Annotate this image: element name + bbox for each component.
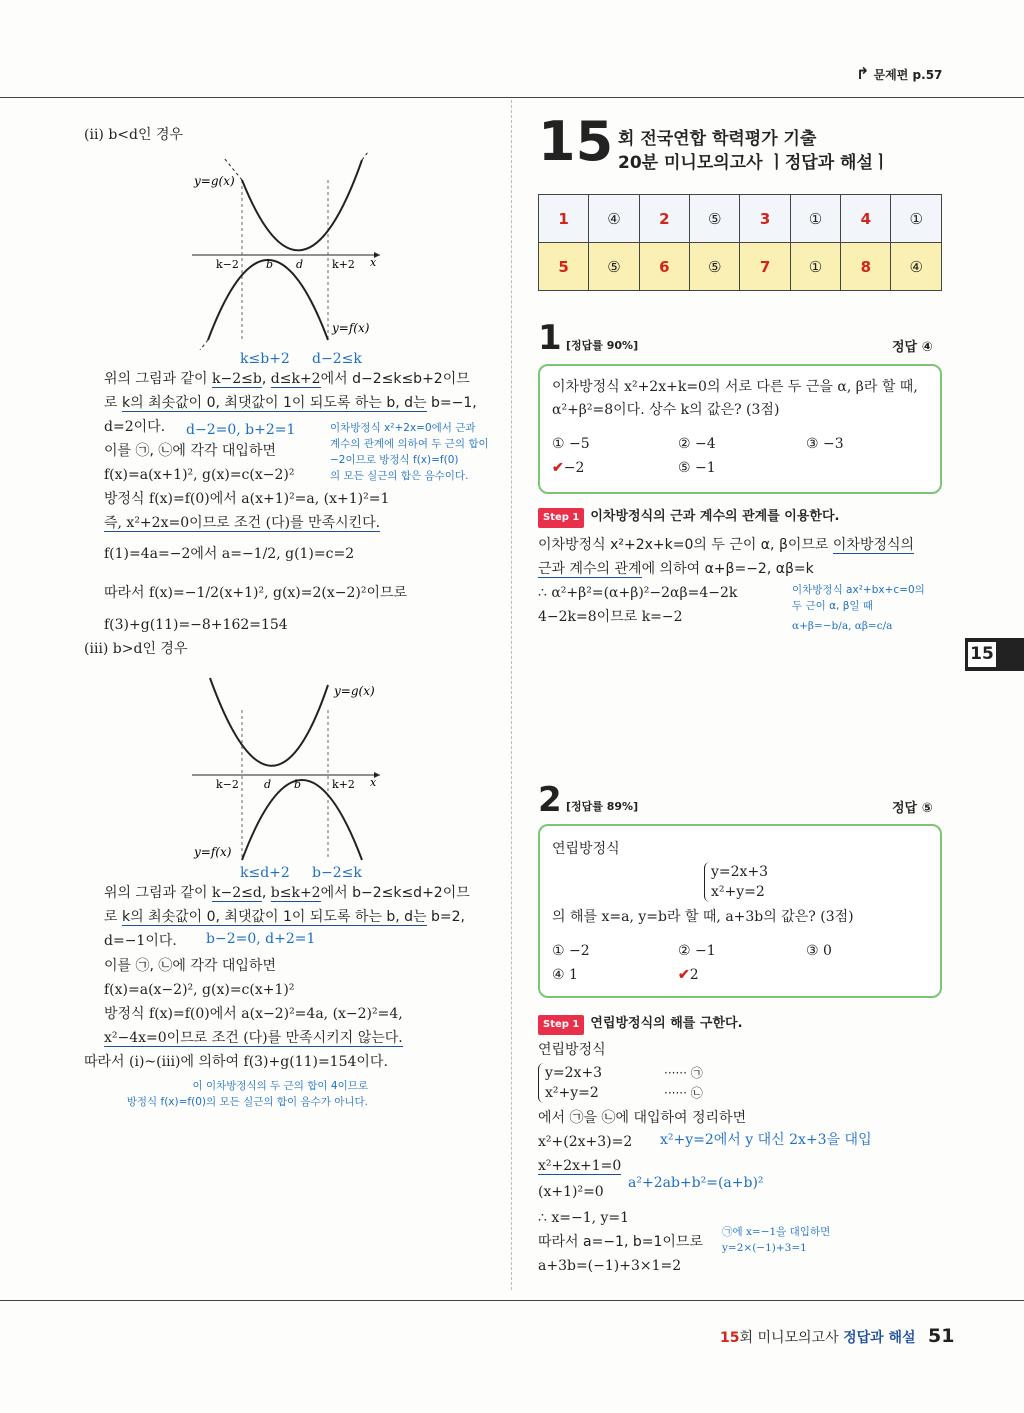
check-mark-icon: ✔ <box>678 967 690 983</box>
problem2-sol-7: 따라서 a=−1, b=1이므로 <box>538 1234 703 1250</box>
graph2-tick-3: b <box>294 778 302 791</box>
footer: 15회 미니모의고사 정답과 해설 51 <box>720 1325 955 1347</box>
chapter-tab: 15 <box>965 638 1024 671</box>
problem1-line-1: 이차방정식 x²+2x+k=0의 서로 다른 두 근을 α, β라 할 때, <box>552 379 918 395</box>
problem2-sol-4: x²+2x+1=0 <box>538 1158 622 1174</box>
graph1-tick-3: d <box>296 258 304 271</box>
graph2-label-f: y=f(x) <box>194 845 232 859</box>
case3-line-4: 이를 ㉠, ㉡에 각각 대입하면 <box>104 958 276 974</box>
problem1-sol-3: ∴ α²+β²=(α+β)²−2αβ=4−2k <box>538 585 738 601</box>
page-number: 51 <box>928 1325 955 1347</box>
problem2-number: 2 <box>538 780 562 820</box>
problem2-eq2-tag: ······ ㉡ <box>664 1086 703 1100</box>
annotation-2: d−2=0, b+2=1 <box>186 422 296 438</box>
answer-a7: ① <box>790 243 840 291</box>
case2-line-6: 방정식 f(x)=f(0)에서 a(x+1)²=a, (x+1)²=1 <box>104 491 390 507</box>
problem1-choice-4: ✔−2 <box>552 460 585 476</box>
problem1-choice-2: ② −4 <box>678 436 716 452</box>
case2-line-3: d=2이다. <box>104 419 166 435</box>
case3-line-3: d=−1이다. <box>104 933 177 949</box>
annotation-3b: b−2≤k <box>312 865 362 881</box>
annotation-1a: k≤b+2 <box>240 351 290 367</box>
problem2-system: y=2x+3 x²+y=2 <box>704 862 768 902</box>
note-1: 이차방정식 x²+2x=0에서 근과 계수의 관계에 의하여 두 근의 합이 −2이므로 방정식 f(x)=f(0) 의 모든 실근의 합은 음수이다. <box>330 422 489 482</box>
case3-line-6: 방정식 f(x)=f(0)에서 a(x−2)²=4a, (x−2)²=4, <box>104 1006 403 1022</box>
step-tag: Step 1 <box>538 1015 584 1035</box>
answer-a1: ④ <box>589 195 639 243</box>
problem1-choice-5: ⑤ −1 <box>678 460 716 476</box>
problem2-rate: [정답률 89%] <box>566 800 639 813</box>
book-pointer-icon: ↱ <box>856 64 870 83</box>
problem2-sol-system: y=2x+3 x²+y=2 <box>538 1063 602 1103</box>
step-tag: Step 1 <box>538 508 584 528</box>
problem2-annotation-2: a²+2ab+b²=(a+b)² <box>628 1175 764 1191</box>
case2-line-1: 위의 그림과 같이 k−2≤b, d≤k+2에서 d−2≤k≤b+2이므 <box>104 371 470 387</box>
problem2-eq1-tag: ······ ㉠ <box>664 1066 703 1080</box>
problem2-choice-3: ③ 0 <box>806 943 832 959</box>
answer-grid <box>538 194 942 291</box>
answer-a8: ④ <box>891 243 942 291</box>
graph2-label-g: y=g(x) <box>334 684 375 698</box>
problem2-sol-3: x²+(2x+3)=2 <box>538 1134 633 1150</box>
graph1-label-f: y=f(x) <box>332 321 370 335</box>
top-rule <box>0 97 1024 98</box>
bottom-rule <box>0 1300 1024 1301</box>
case3-line-2: 로 k의 최솟값이 0, 최댓값이 1이 되도록 하는 b, d는 b=2, <box>104 909 466 925</box>
note-2: 이 이차방정식의 두 근의 합이 4이므로 방정식 f(x)=f(0)의 모든 실근의 합이 음수가 아니다. <box>126 1080 368 1108</box>
problem2-sol-2: 에서 ㉠을 ㉡에 대입하여 정리하면 <box>538 1110 747 1126</box>
answer-q4: 4 <box>841 195 891 243</box>
answer-a4: ① <box>891 195 942 243</box>
page-reference-text: 문제편 p.57 <box>873 68 943 82</box>
problem2-line-1: 연립방정식 <box>552 841 620 857</box>
graph2-axis-x: x <box>370 776 377 789</box>
page-reference <box>856 64 942 83</box>
problem2-choice-1: ① −2 <box>552 943 590 959</box>
graph-case2 <box>180 150 400 350</box>
graph-case3 <box>180 670 400 870</box>
answer-q6: 6 <box>639 243 689 291</box>
problem2-sol-5: (x+1)²=0 <box>538 1184 604 1200</box>
problem2-choice-2: ② −1 <box>678 943 716 959</box>
case2-line-8: f(1)=4a=−2에서 a=−1/2, g(1)=c=2 <box>104 546 355 562</box>
case2-line-7: 즉, x²+2x=0이므로 조건 (다)를 만족시킨다. <box>104 515 381 531</box>
answer-q7: 7 <box>740 243 790 291</box>
check-mark-icon: ✔ <box>552 460 564 476</box>
answer-q5: 5 <box>539 243 589 291</box>
case2-line-4: 이를 ㉠, ㉡에 각각 대입하면 <box>104 443 276 459</box>
graph1-tick-2: b <box>266 258 274 271</box>
case2-line-5: f(x)=a(x+1)², g(x)=c(x−2)² <box>104 467 295 483</box>
graph1-label-g: y=g(x) <box>194 174 235 188</box>
answer-q2: 2 <box>639 195 689 243</box>
answer-a6: ⑤ <box>690 243 740 291</box>
problem2-line-2: 의 해를 x=a, y=b라 할 때, a+3b의 값은? (3점) <box>552 909 854 925</box>
problem2-answer: 정답 ⑤ <box>892 801 933 816</box>
case3-line-8: 따라서 (ⅰ)~(ⅲ)에 의하여 f(3)+g(11)=154이다. <box>84 1054 388 1070</box>
graph1-axis-x: x <box>370 256 377 269</box>
column-divider <box>511 100 512 1290</box>
problem1-line-2: α²+β²=8이다. 상수 k의 값은? (3점) <box>552 402 780 418</box>
graph2-tick-1: k−2 <box>216 778 239 791</box>
graph1-tick-1: k−2 <box>216 258 239 271</box>
case3-line-5: f(x)=a(x−2)², g(x)=c(x+1)² <box>104 982 295 998</box>
problem1-choice-3: ③ −3 <box>806 436 844 452</box>
problem1-choice-1: ① −5 <box>552 436 590 452</box>
case3-title: (ⅲ) b>d인 경우 <box>84 641 188 657</box>
problem1-sol-1: 이차방정식 x²+2x+k=0의 두 근이 α, β이므로 이차방정식의 <box>538 537 915 553</box>
case3-line-1: 위의 그림과 같이 k−2≤d, b≤k+2에서 b−2≤k≤d+2이므 <box>104 885 470 901</box>
section-title-2: 20분 미니모의고사 ㅣ정답과 해설ㅣ <box>618 153 890 173</box>
section-title-1: 회 전국연합 학력평가 기출 <box>618 129 817 149</box>
problem2-choice-4: ④ 1 <box>552 967 578 983</box>
problem2-sol-6: ∴ x=−1, y=1 <box>538 1210 630 1226</box>
annotation-3a: k≤d+2 <box>240 865 290 881</box>
case2-line-10: f(3)+g(11)=−8+162=154 <box>104 617 288 633</box>
problem2-choice-5: ✔2 <box>678 967 699 983</box>
case2-line-2: 로 k의 최솟값이 0, 최댓값이 1이 되도록 하는 b, d는 b=−1, <box>104 395 477 411</box>
answer-q3: 3 <box>740 195 790 243</box>
problem1-sol-2: 근과 계수의 관계에 의하여 α+β=−2, αβ=k <box>538 561 814 577</box>
answer-q1: 1 <box>539 195 589 243</box>
answer-a2: ⑤ <box>690 195 740 243</box>
problem1-note: 이차방정식 ax²+bx+c=0의 두 근이 α, β일 때 α+β=−b/a, αβ=c/a <box>792 584 925 632</box>
graph2-tick-2: d <box>264 778 272 791</box>
graph1-tick-4: k+2 <box>332 258 355 271</box>
annotation-4: b−2=0, d+2=1 <box>206 931 316 947</box>
graph2-tick-4: k+2 <box>332 778 355 791</box>
answer-a3: ① <box>790 195 840 243</box>
case3-line-7: x²−4x=0이므로 조건 (다)를 만족시키지 않는다. <box>104 1030 403 1046</box>
problem2-step: Step 1 연립방정식의 해를 구한다. <box>538 1015 743 1035</box>
problem2-annotation-1: x²+y=2에서 y 대신 2x+3을 대입 <box>660 1132 872 1148</box>
problem1-step: Step 1 이차방정식의 근과 계수의 관계를 이용한다. <box>538 508 839 528</box>
footer-number: 15 <box>720 1330 740 1346</box>
problem1-sol-4: 4−2k=8이므로 k=−2 <box>538 609 683 625</box>
problem1-answer: 정답 ④ <box>892 340 933 355</box>
problem2-annotation-3: ㉠에 x=−1을 대입하면 y=2×(−1)+3=1 <box>722 1226 831 1254</box>
case2-title: (ⅱ) b<d인 경우 <box>84 127 184 143</box>
problem1-rate: [정답률 90%] <box>566 339 639 352</box>
problem2-sol-8: a+3b=(−1)+3×1=2 <box>538 1258 682 1274</box>
case2-line-9: 따라서 f(x)=−1/2(x+1)², g(x)=2(x−2)²이므로 <box>104 585 408 601</box>
problem2-sol-1: 연립방정식 <box>538 1042 606 1058</box>
problem1-number: 1 <box>538 318 562 358</box>
annotation-1b: d−2≤k <box>312 351 362 367</box>
answer-q8: 8 <box>841 243 891 291</box>
answer-a5: ⑤ <box>589 243 639 291</box>
section-number: 15 <box>538 110 614 173</box>
